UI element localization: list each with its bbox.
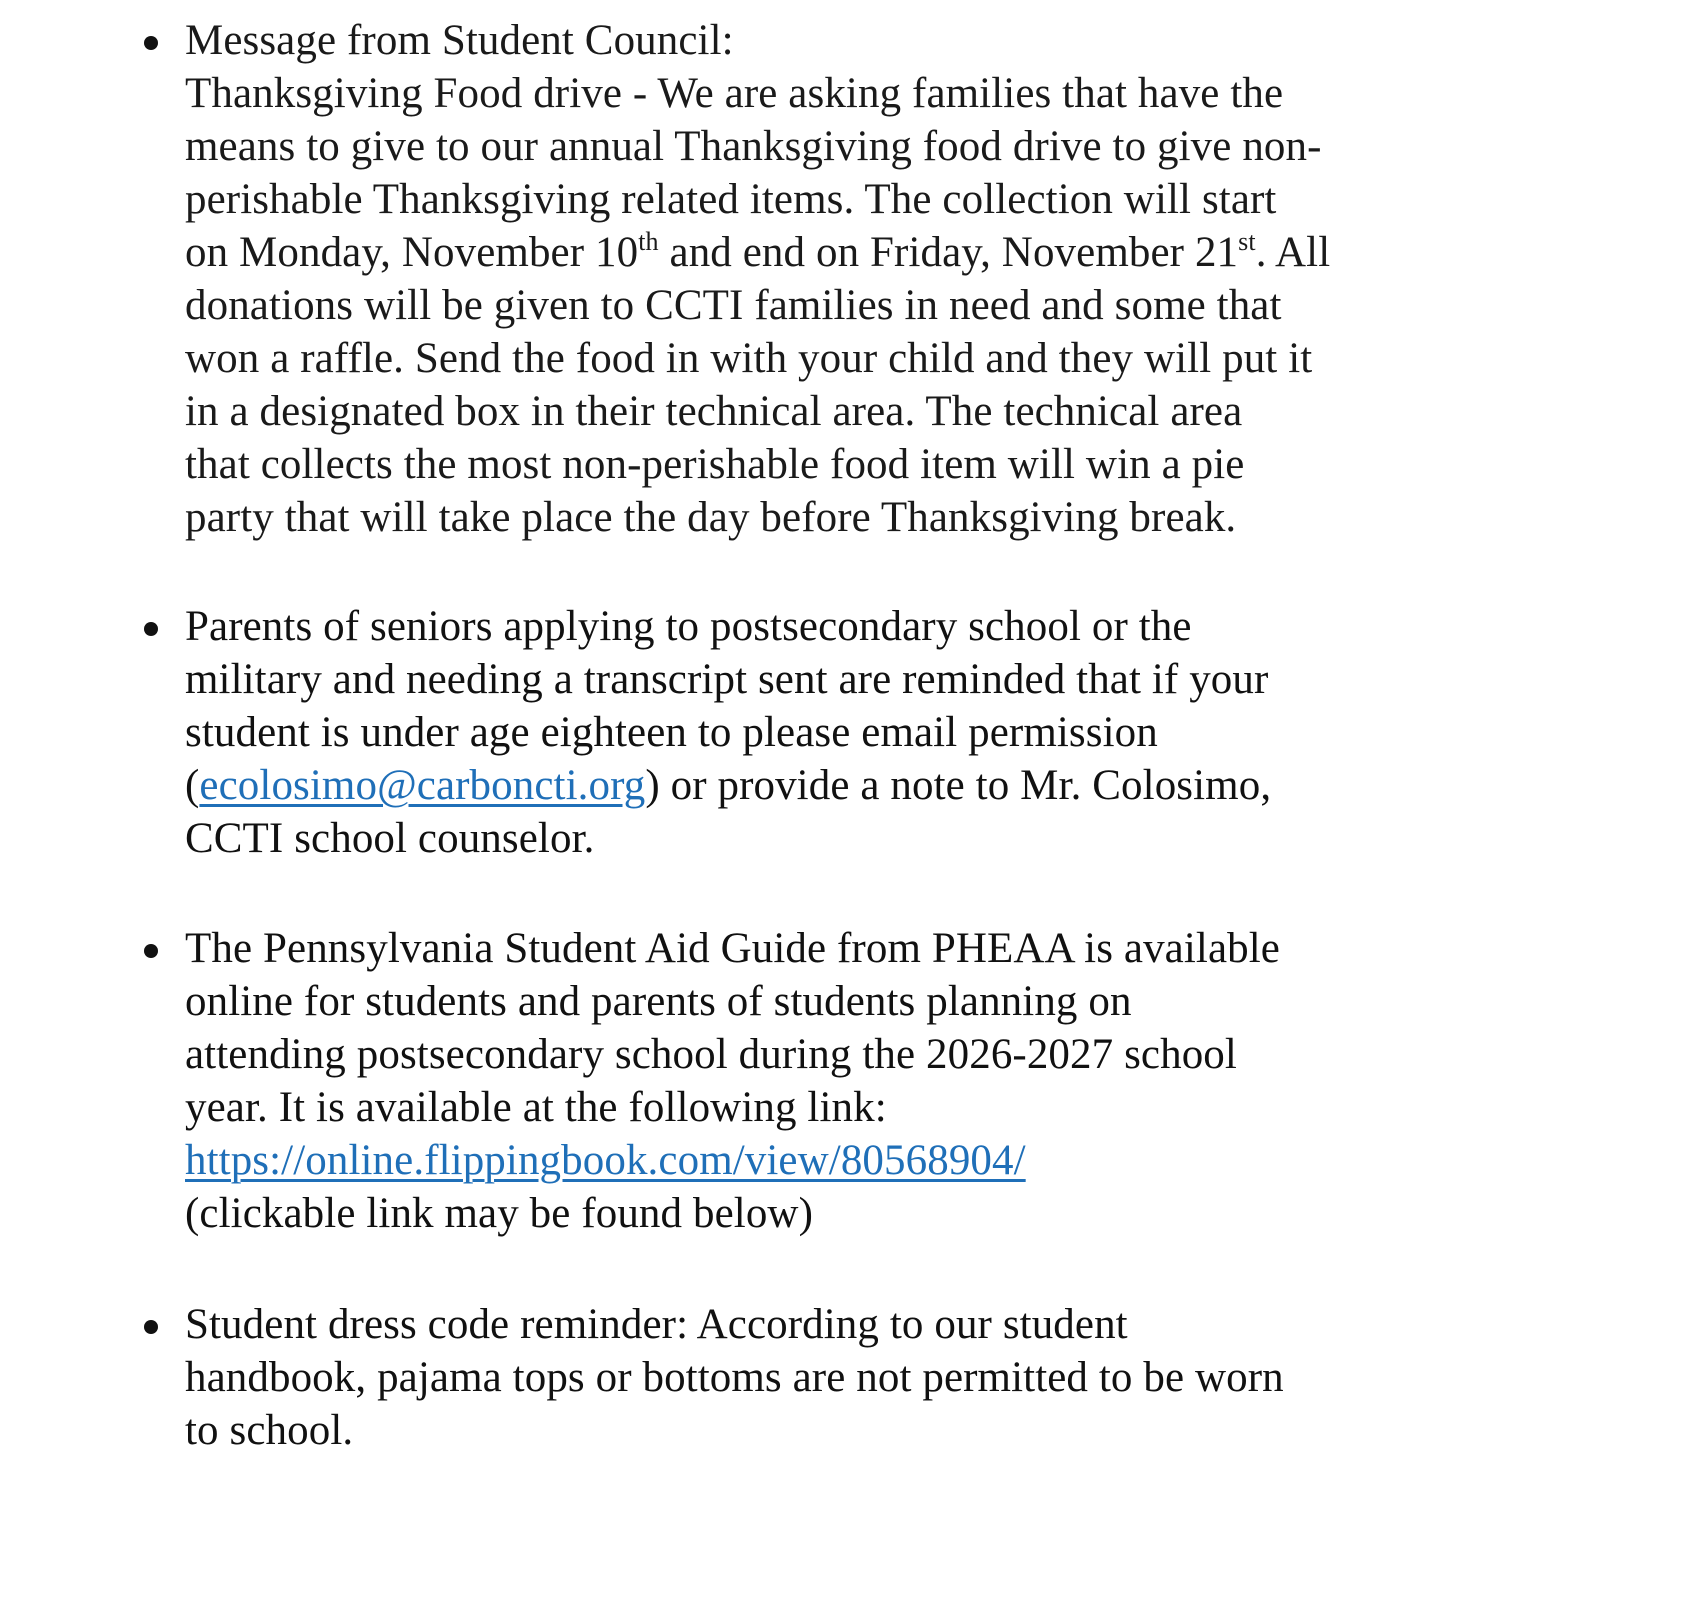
bullet-icon [144,1320,158,1334]
announcement-date-line [185,226,1625,279]
announcement-line: The Pennsylvania Student Aid Guide from PHEAA is available [185,925,1280,972]
student-aid-guide-link[interactable]: https://online.flippingbook.com/view/80568904/ [185,1137,1026,1184]
announcement-line: CCTI school counselor. [185,815,595,862]
counselor-email-link[interactable]: ecolosimo@carboncti.org [199,762,646,809]
announcement-line: in a designated box in their technical area. The technical area [185,388,1243,435]
date-text-start: on Monday, November 10 [185,229,639,276]
announcement-line: perishable Thanksgiving related items. The collection will start [185,176,1277,223]
announcement-line: to school. [185,1407,354,1454]
bullet-icon [144,36,158,50]
announcement-line: online for students and parents of students planning on [185,978,1132,1025]
announcement-body [185,922,1625,1240]
announcement-line: attending postsecondary school during the 2026-2027 school [185,1031,1237,1078]
announcement-heading: Message from Student Council: [185,17,734,64]
announcement-body [185,14,1625,544]
announcement-body [185,600,1625,865]
announcement-line: Parents of seniors applying to postsecondary school or the [185,603,1192,650]
bullet-icon [144,622,158,636]
announcement-line: handbook, pajama tops or bottoms are not permitted to be worn [185,1354,1284,1401]
date-text-middle: and end on Friday, November 21 [658,229,1239,276]
ordinal-suffix: th [638,227,659,256]
announcement-email-line [185,759,1625,812]
announcement-line: student is under age eighteen to please email permission [185,709,1158,756]
announcement-line: means to give to our annual Thanksgiving food drive to give non- [185,123,1322,170]
announcement-line: Student dress code reminder: According to our student [185,1301,1128,1348]
announcement-line: military and needing a transcript sent are reminded that if your [185,656,1269,703]
announcement-url-line [185,1134,1625,1187]
announcement-line: won a raffle. Send the food in with your child and they will put it [185,335,1313,382]
announcement-line: that collects the most non-perishable food item will win a pie [185,441,1245,488]
announcement-line: donations will be given to CCTI families in need and some that [185,282,1282,329]
ordinal-suffix: st [1238,227,1256,256]
open-paren: ( [185,762,200,809]
bullet-icon [144,944,158,958]
announcement-line: Thanksgiving Food drive - We are asking families that have the [185,70,1284,117]
announcement-note: (clickable link may be found below) [185,1190,813,1237]
announcement-body [185,1298,1625,1457]
date-text-end: . All [1255,229,1331,276]
email-line-rest: ) or provide a note to Mr. Colosimo, [645,762,1272,809]
announcement-line: party that will take place the day before Thanksgiving break. [185,494,1237,541]
announcement-line: year. It is available at the following link: [185,1084,887,1131]
